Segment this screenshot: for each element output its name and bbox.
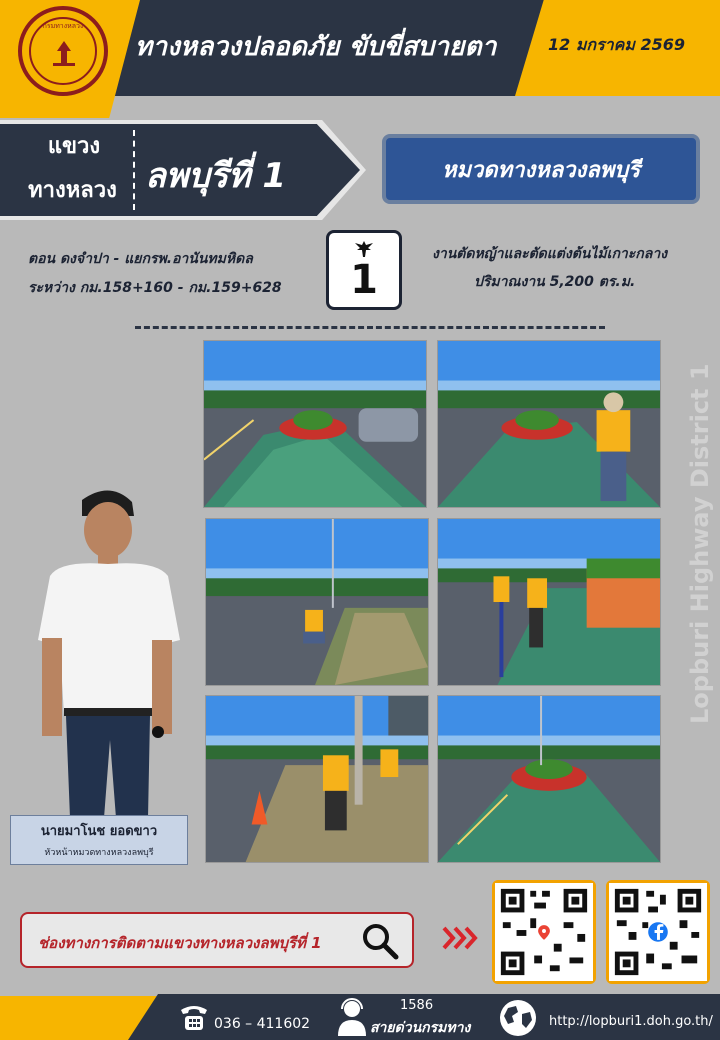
person-photo: [30, 480, 190, 820]
follow-channels-bar[interactable]: [20, 912, 414, 968]
phone-icon: [178, 1002, 210, 1032]
department-logo: [18, 6, 108, 96]
district-label-line2: ทางหลวง: [28, 178, 117, 203]
section-divider: [135, 326, 605, 329]
location-section: ตอน ดงจำปา - แยกรพ.อานันทมหิดล: [28, 251, 253, 267]
call-center-icon: [336, 998, 368, 1036]
page-title: ทางหลวงปลอดภัย ขับขี่สบายตา: [135, 32, 497, 62]
qr-facebook-icon: [609, 883, 707, 981]
work-photo-1: [203, 340, 427, 508]
work-description: งานตัดหญ้าและตัดแต่งต้นไม้เกาะกลาง: [432, 246, 668, 262]
emblem-icon: [49, 39, 79, 69]
route-number-sign: [326, 230, 402, 310]
work-photo-4: [437, 518, 661, 686]
work-quantity: ปริมาณงาน 5,200 ตร.ม.: [474, 274, 636, 290]
unit-name: หมวดทางหลวงลพบุรี: [441, 157, 641, 183]
work-photo-6: [437, 695, 661, 863]
person-title: หัวหน้าหมวดทางหลวงลพบุรี: [44, 848, 154, 858]
garuda-icon: [353, 240, 375, 258]
chevrons-right-icon: [440, 924, 480, 952]
follow-channels-label: ช่องทางการติดตามแขวงทางหลวงลพบุรีที่ 1: [38, 934, 322, 952]
logo-text: กรมทางหลวง: [42, 22, 84, 30]
qr-code-facebook[interactable]: [606, 880, 710, 984]
work-photo-2: [437, 340, 661, 508]
person-caption: [10, 815, 188, 865]
district-watermark: Lopburi Highway District 1: [686, 363, 714, 724]
hotline-label: สายด่วนกรมทาง: [370, 1020, 471, 1036]
search-icon: [360, 921, 400, 961]
website-link[interactable]: http://lopburi1.doh.go.th/: [549, 1014, 713, 1029]
hotline-number: 1586: [400, 998, 434, 1013]
district-divider: [133, 130, 135, 210]
report-date: 12 มกราคม 2569: [548, 35, 685, 54]
unit-banner: [382, 134, 700, 204]
district-name: ลพบุรีที่ 1: [145, 156, 286, 196]
qr-map-icon: [495, 883, 593, 981]
person-name: นายมาโนช ยอดขาว: [40, 824, 158, 839]
work-photo-3: [205, 518, 429, 686]
location-km-range: ระหว่าง กม.158+160 - กม.159+628: [28, 280, 282, 296]
qr-code-map[interactable]: [492, 880, 596, 984]
work-photo-5: [205, 695, 429, 863]
route-number: 1: [350, 257, 378, 303]
phone-number: 036 – 411602: [214, 1016, 311, 1032]
globe-icon: [498, 998, 538, 1038]
district-label-line1: แขวง: [47, 134, 101, 159]
